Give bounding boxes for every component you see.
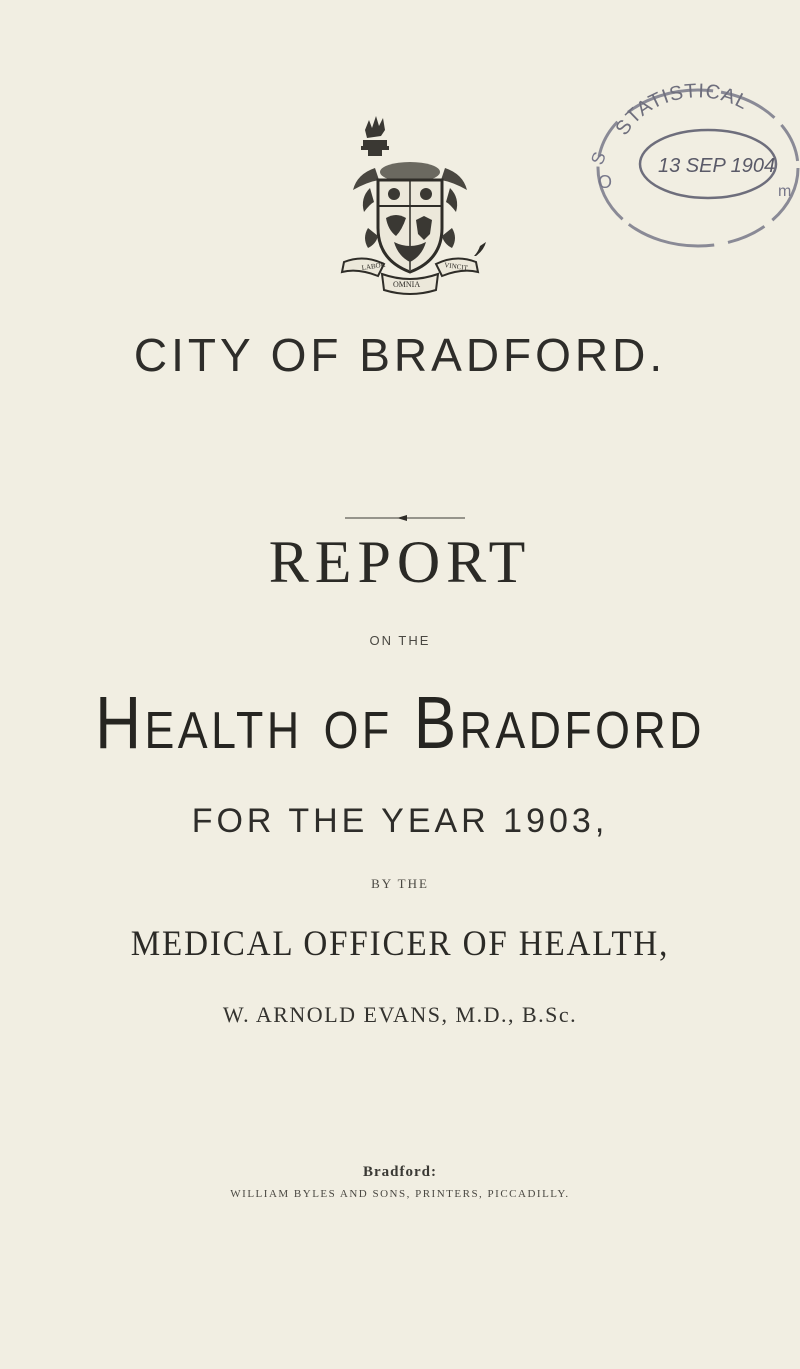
author-name: W. ARNOLD EVANS, M.D., B.Sc.: [222, 1002, 578, 1027]
svg-text:OMNIA: OMNIA: [393, 280, 421, 289]
by-the-line: BY THE: [371, 876, 429, 891]
city-heading: CITY OF BRADFORD.: [133, 329, 667, 381]
imprint-printer: WILLIAM BYLES AND SONS, PRINTERS, PICCADILLY.: [230, 1188, 570, 1200]
ornamental-divider: [345, 512, 465, 524]
statistical-society-stamp: [578, 68, 800, 258]
report-title: REPORT: [268, 529, 532, 595]
imprint-place: Bradford:: [363, 1164, 437, 1180]
svg-text:STATISTICAL: STATISTICAL: [611, 80, 753, 140]
bradford-crest-emblem: [330, 110, 490, 300]
svg-text:O: O: [598, 172, 613, 192]
svg-text:13 SEP 1904: 13 SEP 1904: [658, 155, 776, 177]
on-the-line: ON THE: [369, 633, 431, 648]
svg-text:S: S: [586, 149, 610, 168]
year-line: FOR THE YEAR 1903,: [191, 802, 609, 840]
svg-text:VINCIT: VINCIT: [443, 261, 469, 273]
svg-text:LABOR: LABOR: [361, 260, 386, 272]
health-of-bradford-title: Health of Bradford: [95, 681, 705, 764]
medical-officer-line: MEDICAL OFFICER OF HEALTH,: [130, 923, 670, 963]
svg-text:m: m: [778, 183, 792, 200]
